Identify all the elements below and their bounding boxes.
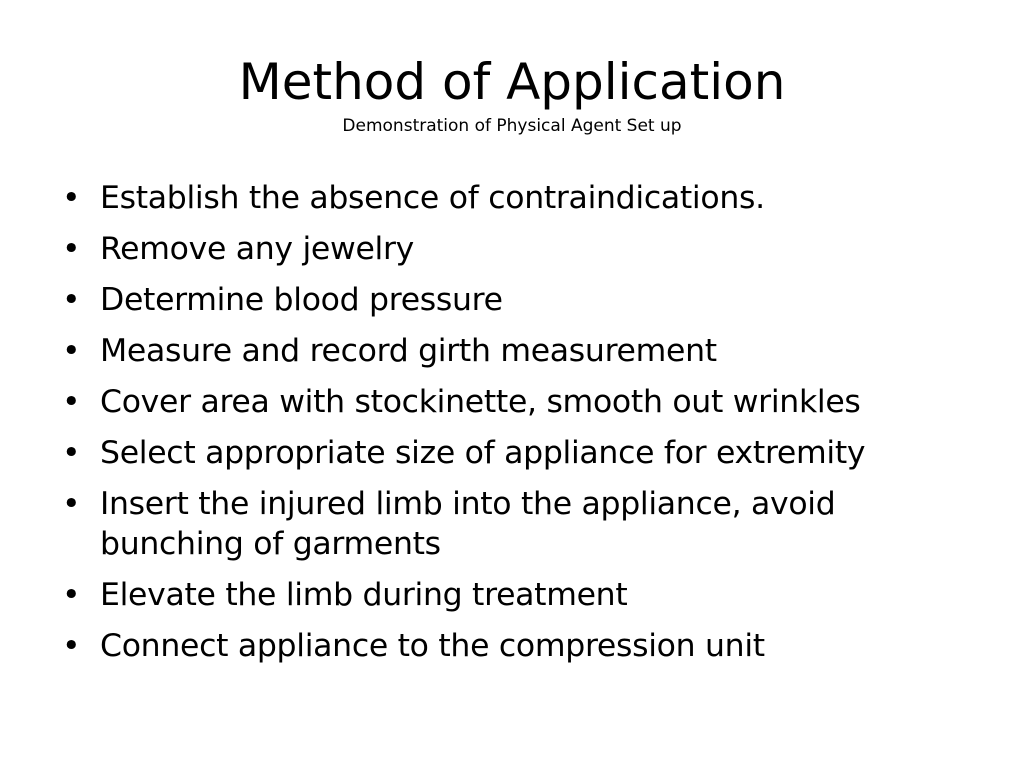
bullet-point-icon: • (62, 384, 81, 420)
bullet-text: Select appropriate size of appliance for extremity (100, 435, 866, 471)
bullet-item (62, 382, 962, 422)
bullet-item (62, 178, 962, 218)
slide-title: Method of Application (238, 53, 786, 111)
bullet-text: Remove any jewelry (100, 231, 414, 267)
bullet-item (62, 280, 962, 320)
bullet-point-icon: • (62, 577, 81, 613)
bullet-text: Insert the injured limb into the appliance, avoid bunching of garments (100, 486, 836, 562)
bullet-text: Connect appliance to the compression unit (100, 628, 765, 664)
bullet-text: Elevate the limb during treatment (100, 577, 628, 613)
bullet-text: Cover area with stockinette, smooth out wrinkles (100, 384, 861, 420)
bullet-point-icon: • (62, 180, 81, 216)
bullet-item (62, 484, 962, 564)
bullet-point-icon: • (62, 231, 81, 267)
bullet-item (62, 229, 962, 269)
title-block (0, 50, 1024, 138)
bullet-point-icon: • (62, 486, 81, 522)
bullet-item (62, 575, 962, 615)
bullet-item (62, 331, 962, 371)
bullet-item (62, 626, 962, 666)
bullet-text: Determine blood pressure (100, 282, 503, 318)
bullet-text: Establish the absence of contraindications. (100, 180, 765, 216)
slide-subtitle: Demonstration of Physical Agent Set up (342, 116, 682, 136)
bullet-point-icon: • (62, 628, 81, 664)
bullet-list (62, 178, 962, 677)
bullet-point-icon: • (62, 333, 81, 369)
bullet-point-icon: • (62, 435, 81, 471)
bullet-point-icon: • (62, 282, 81, 318)
bullet-text: Measure and record girth measurement (100, 333, 717, 369)
bullet-item (62, 433, 962, 473)
